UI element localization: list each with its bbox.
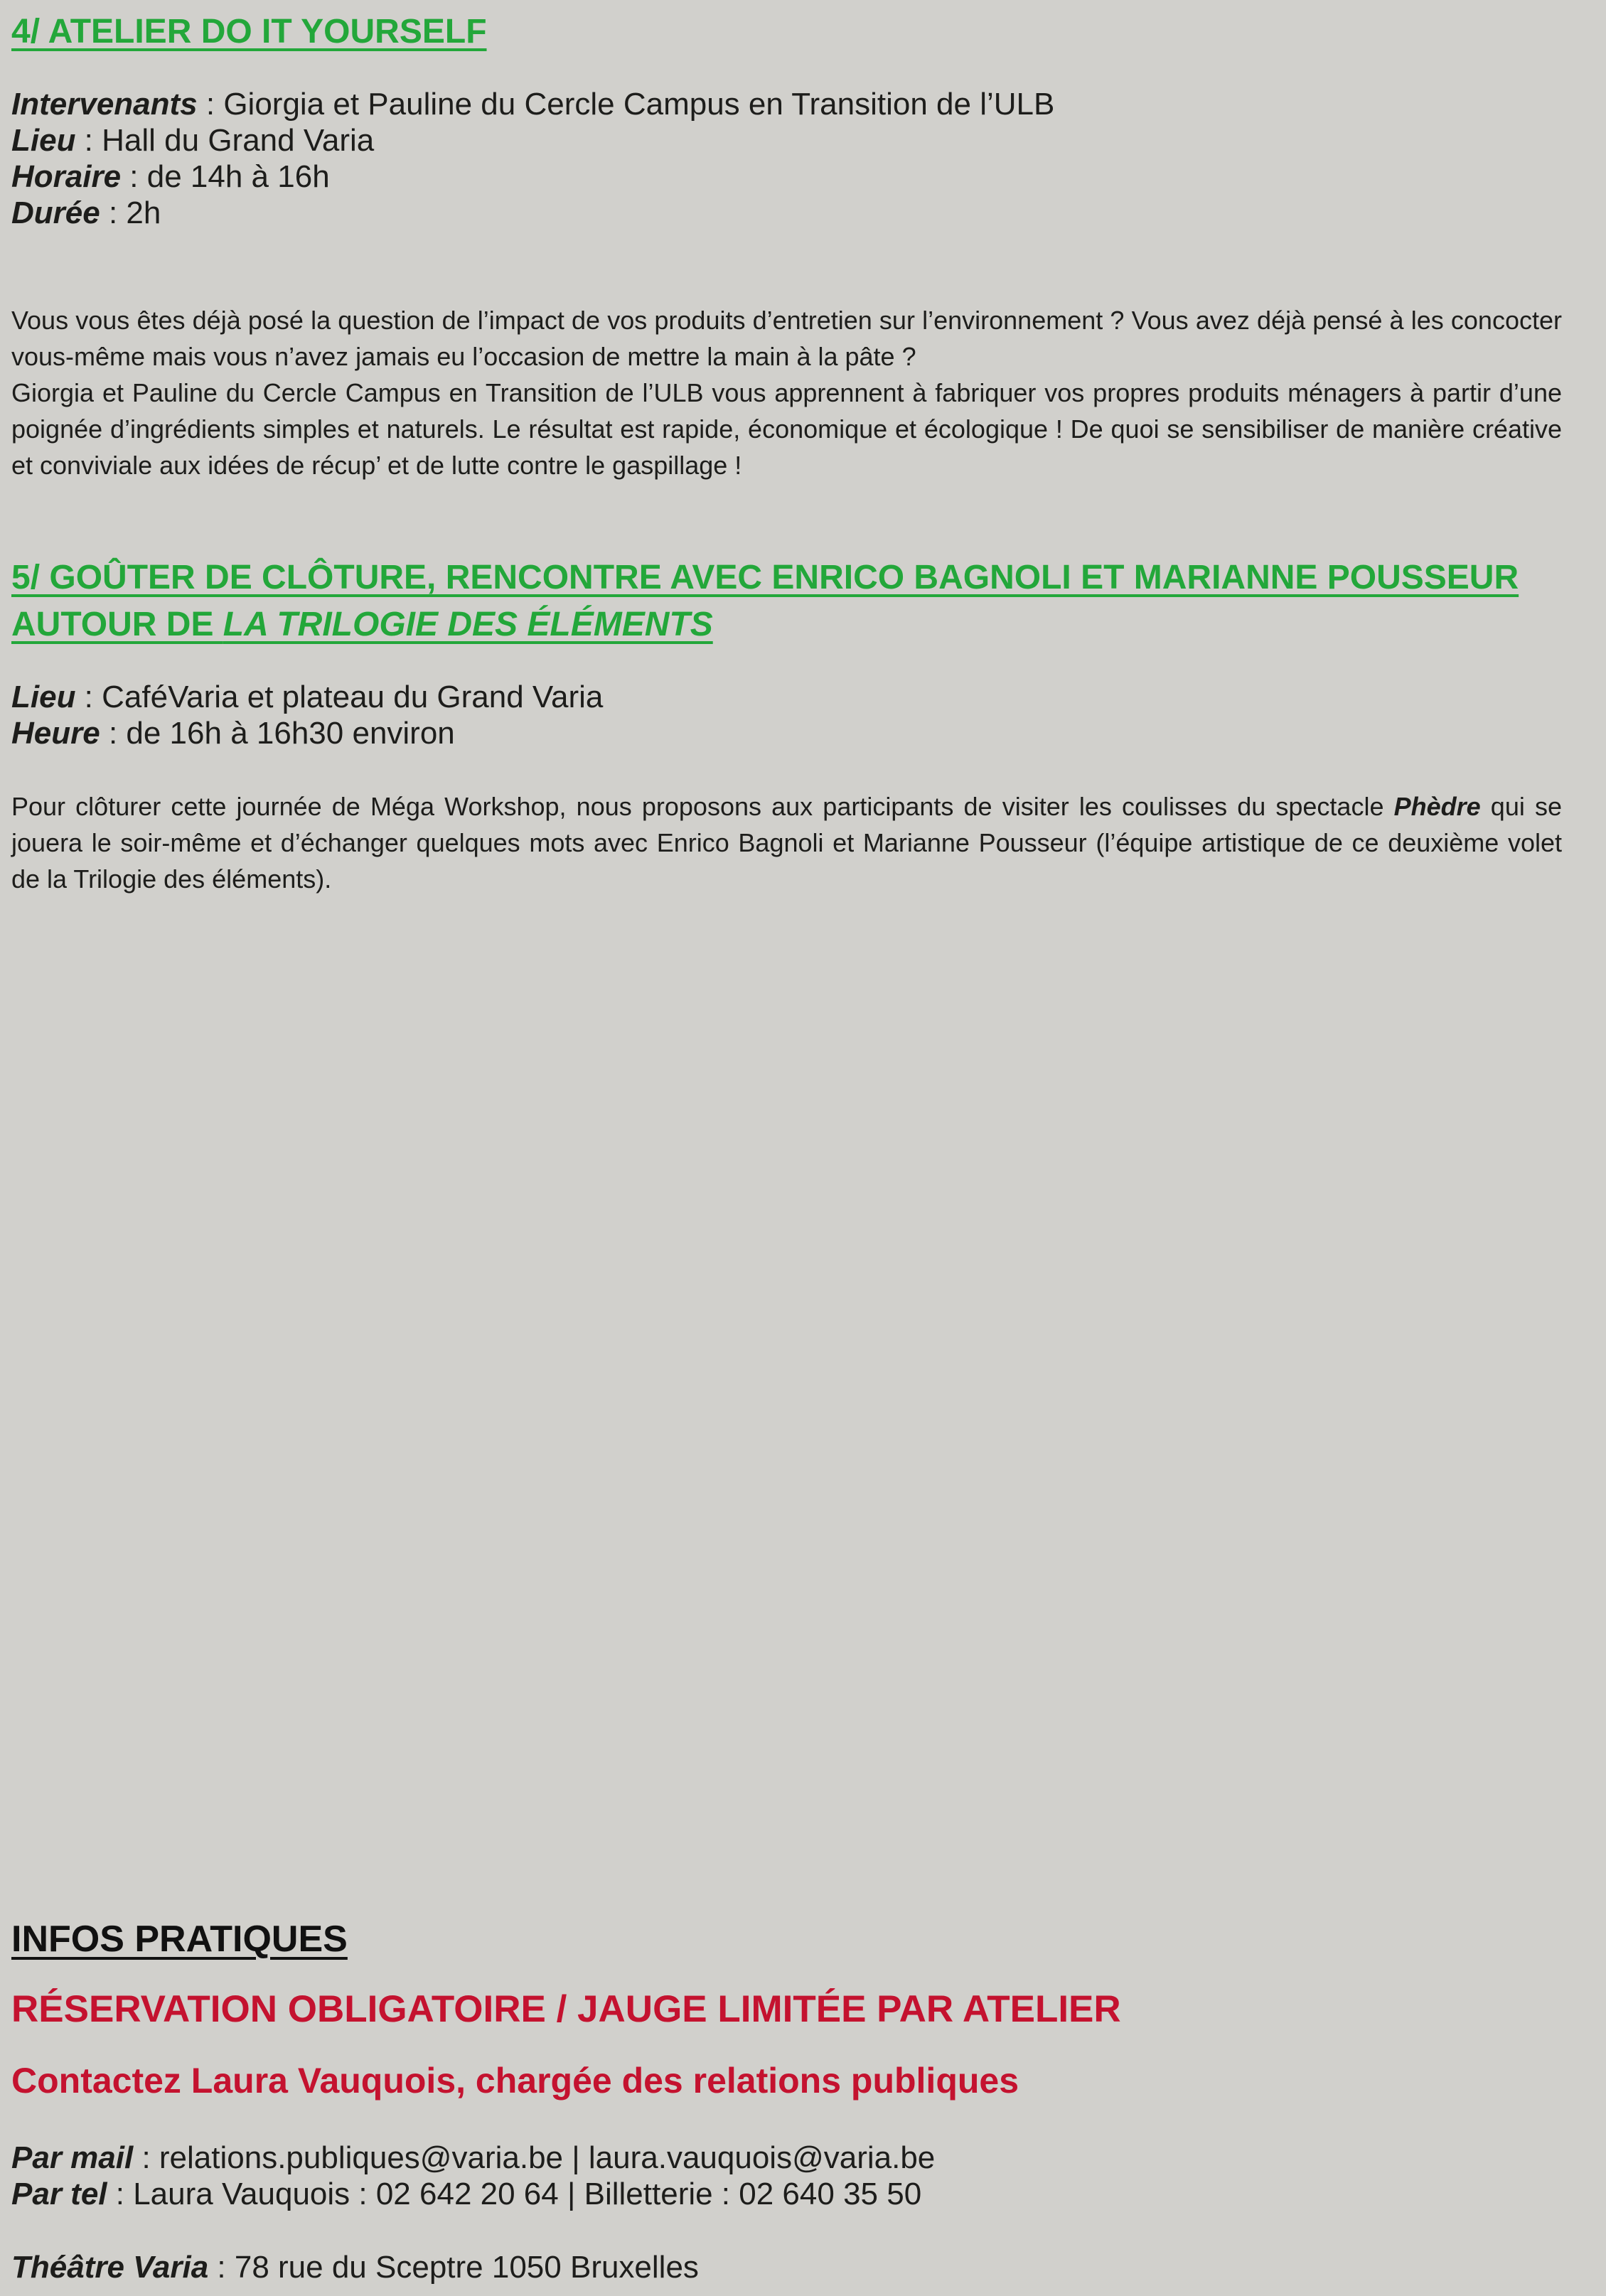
section-5-title-italic: LA TRILOGIE DES ÉLÉMENTS: [223, 606, 713, 643]
address-block: [11, 2249, 1562, 2285]
heure-label: Heure: [11, 716, 100, 751]
contact-block: [11, 2057, 1562, 2104]
section-5-description: [11, 788, 1562, 897]
infos-pratiques: [11, 1916, 1562, 1963]
heure-value: : de 16h à 16h30 environ: [100, 716, 455, 751]
intervenants-line: [11, 86, 1562, 122]
intervenants-label: Intervenants: [11, 87, 198, 122]
section-5-paragraph-end: qui se jouera le soir-même et d’échanger quelques mots avec Enrico Bagnoli et Marianne Pousseur (l’équipe artistique de ce deuxième volet de la Trilogie des éléments).: [11, 792, 1562, 894]
section-5: [11, 554, 1562, 648]
section-4-title: 4/ ATELIER DO IT YOURSELF: [11, 13, 487, 50]
reservation-block: [11, 1986, 1562, 2033]
section-5-meta: [11, 679, 1562, 751]
section-4: [11, 9, 1562, 55]
duree-line: [11, 195, 1562, 231]
horaire-value: : de 14h à 16h: [121, 159, 330, 194]
theatre-label: Théâtre Varia: [11, 2250, 209, 2285]
duree-value: : 2h: [100, 195, 161, 230]
section-4-paragraph-1: Vous vous êtes déjà posé la question de l’impact de vos produits d’entretien sur l’environnement ? Vous avez déjà pensé à les concocter vous-même mais vous n’avez jamais eu l’occasion de mettre la main à la pâte ?: [11, 306, 1562, 371]
section-4-meta: [11, 86, 1562, 231]
section-5-title: [11, 554, 1562, 648]
horaire-line: [11, 159, 1562, 195]
lieu-value-5: : CaféVaria et plateau du Grand Varia: [75, 680, 604, 714]
mail-label: Par mail: [11, 2140, 134, 2175]
lieu-line: [11, 122, 1562, 159]
lieu-label: Lieu: [11, 123, 76, 158]
horaire-label: Horaire: [11, 159, 122, 194]
section-4-paragraph-2: Giorgia et Pauline du Cercle Campus en Transition de l’ULB vous apprennent à fabriquer vos propres produits ménagers à partir d’une poignée d’ingrédients simples et naturels. Le résultat est rapide, économique et écologique ! De quoi se sensibiliser de manière créative et conviviale aux idées de récup’ et de lutte contre le gaspillage !: [11, 378, 1562, 480]
contact-details: [11, 2140, 1562, 2212]
section-5-title-text: 5/ GOÛTER DE CLÔTURE, RENCONTRE AVEC ENRICO BAGNOLI ET MARIANNE POUSSEUR AUTOUR DE: [11, 559, 1519, 643]
intervenants-value: : Giorgia et Pauline du Cercle Campus en Transition de l’ULB: [197, 87, 1055, 122]
lieu-line-5: [11, 679, 1562, 715]
tel-value: : Laura Vauquois : 02 642 20 64 | Billetterie : 02 640 35 50: [107, 2177, 922, 2211]
mail-value: : relations.publiques@varia.be | laura.vauquois@varia.be: [133, 2140, 936, 2175]
theatre-line: [11, 2249, 1562, 2285]
heure-line: [11, 715, 1562, 751]
lieu-value: : Hall du Grand Varia: [75, 123, 375, 158]
section-5-paragraph: [11, 788, 1562, 897]
section-4-description: [11, 302, 1562, 483]
theatre-address: : 78 rue du Sceptre 1050 Bruxelles: [208, 2250, 699, 2285]
reservation-notice: RÉSERVATION OBLIGATOIRE / JAUGE LIMITÉE PAR ATELIER: [11, 1988, 1121, 2030]
mail-line: [11, 2140, 1562, 2176]
infos-title: INFOS PRATIQUES: [11, 1919, 348, 1960]
tel-line: [11, 2176, 1562, 2212]
phedre-title: Phèdre: [1393, 792, 1481, 821]
duree-label: Durée: [11, 195, 100, 230]
section-5-paragraph-start: Pour clôturer cette journée de Méga Workshop, nous proposons aux participants de visiter les coulisses du spectacle: [11, 792, 1394, 821]
contact-line: Contactez Laura Vauquois, chargée des relations publiques: [11, 2061, 1019, 2101]
tel-label: Par tel: [11, 2177, 107, 2211]
lieu-label-5: Lieu: [11, 680, 76, 714]
